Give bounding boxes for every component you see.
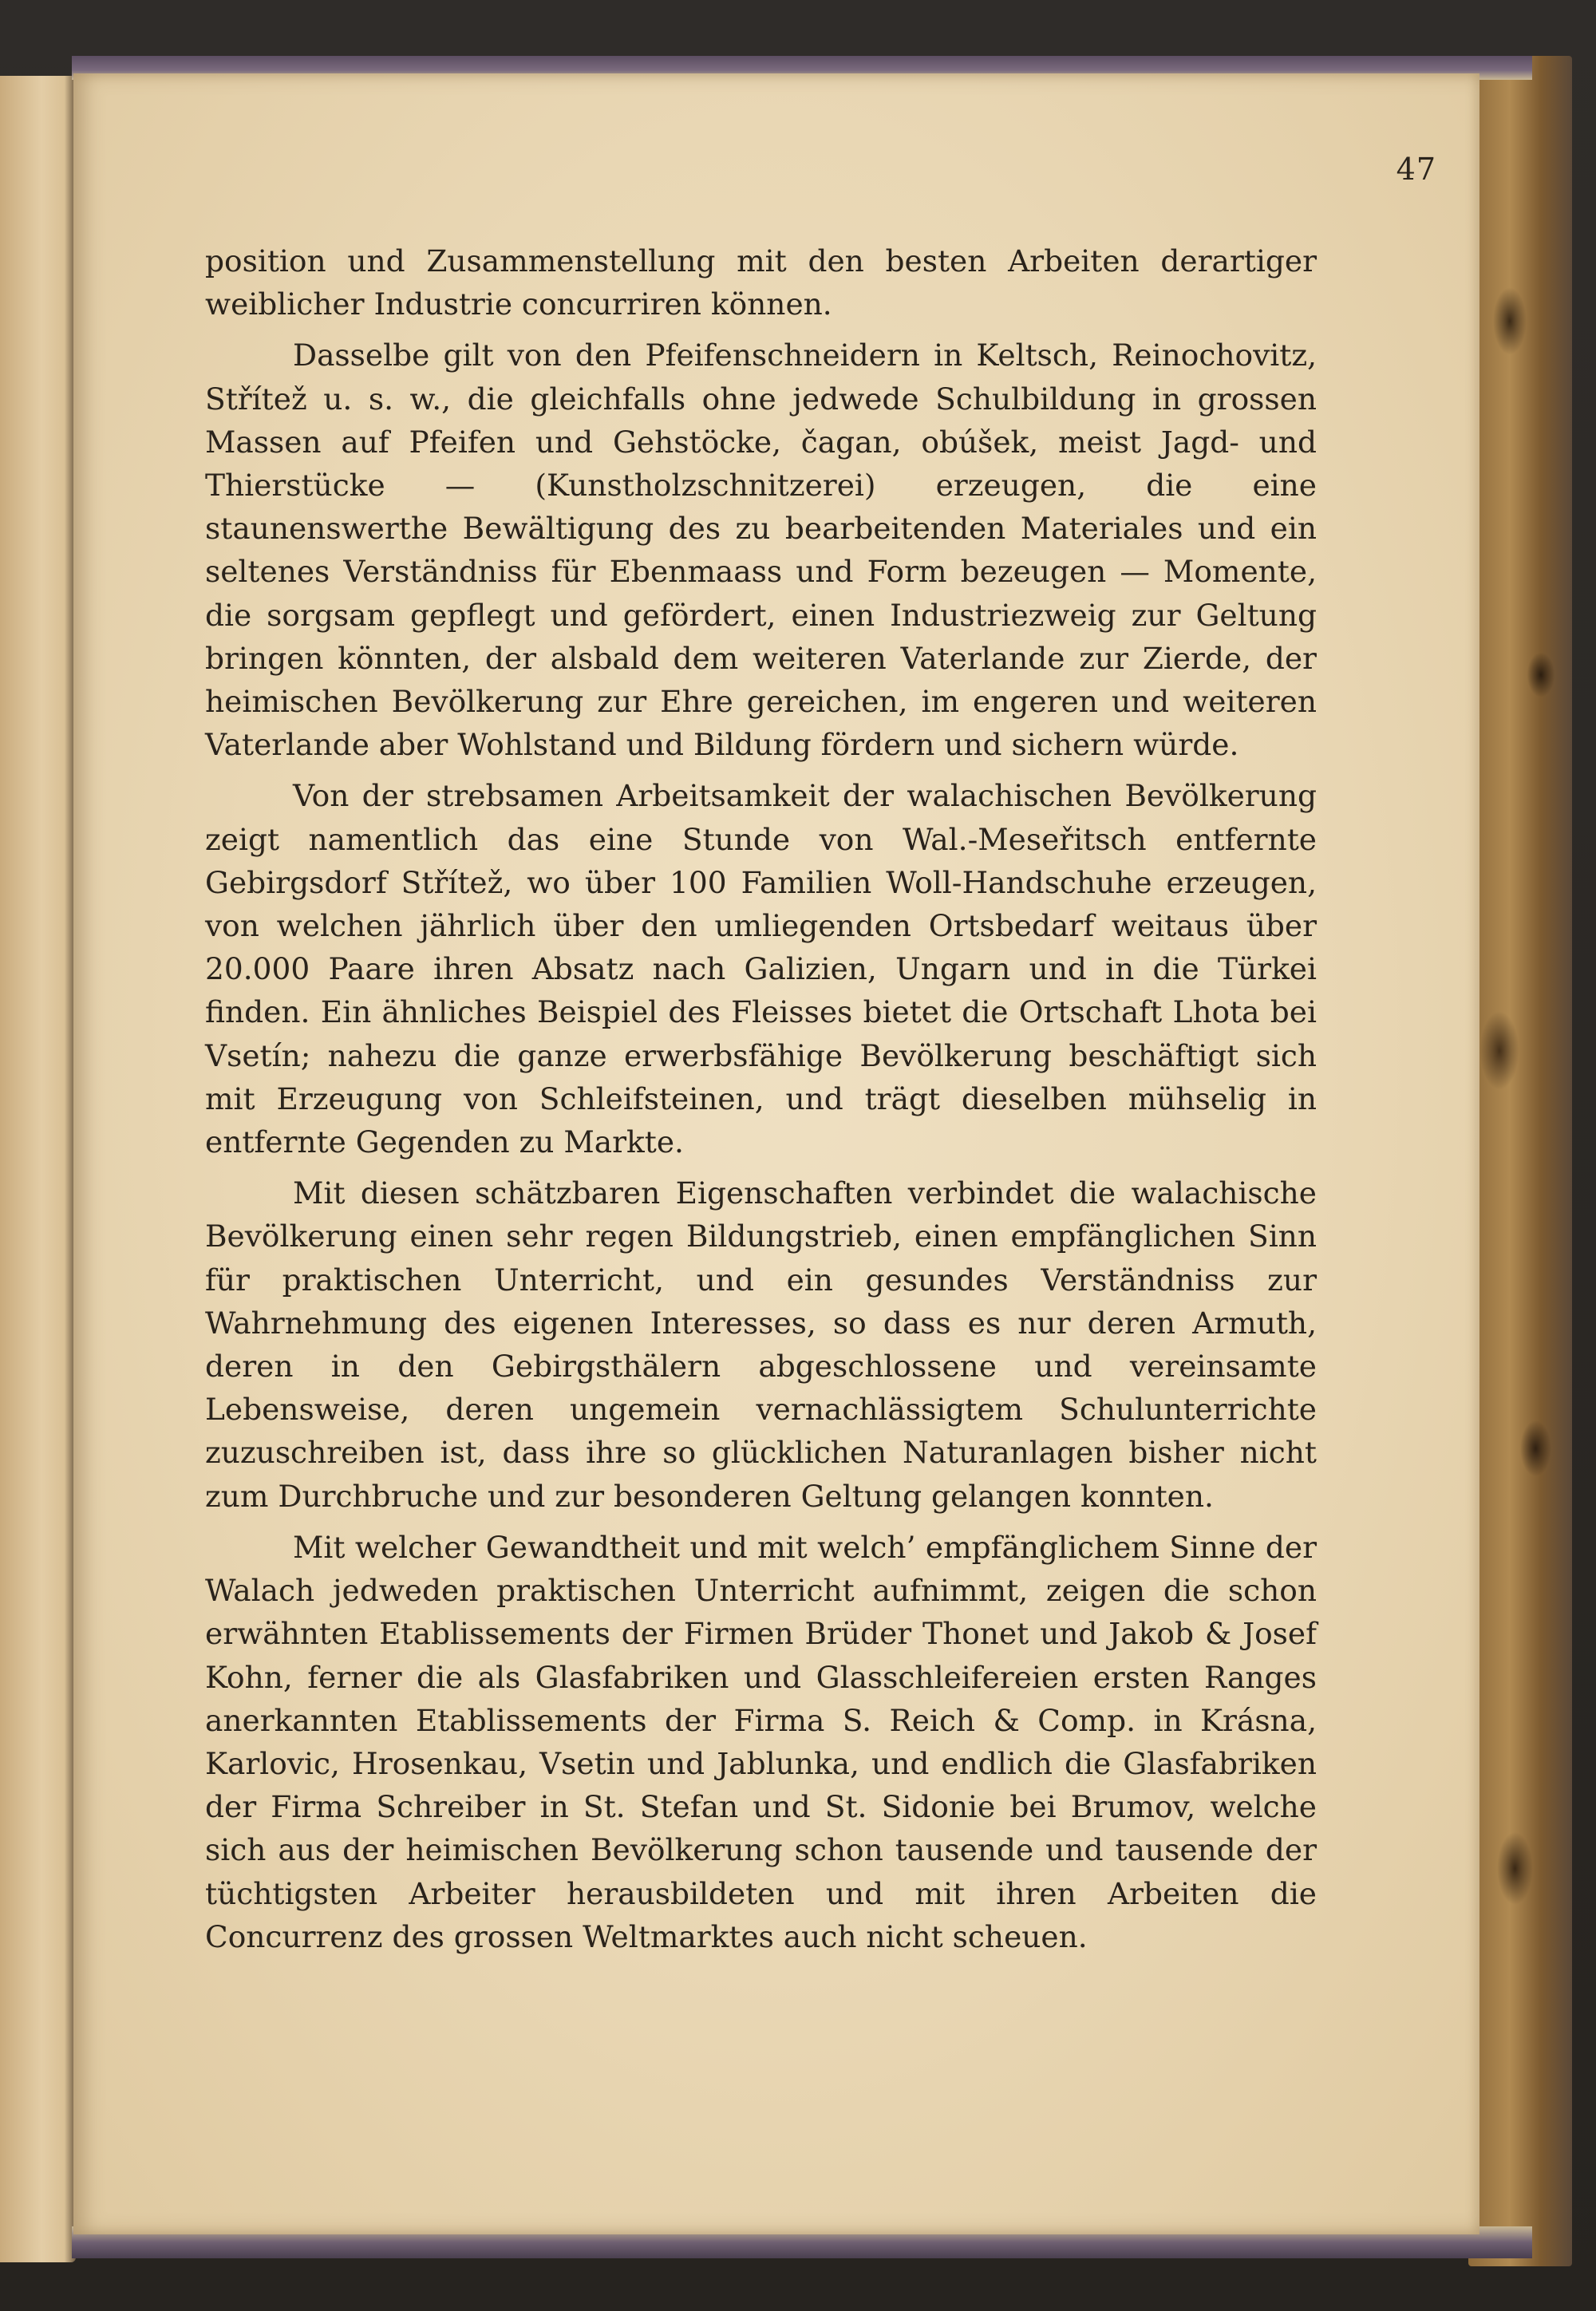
- paragraph-5: Mit welcher Gewandtheit und mit welch’ empfänglichem Sinne der Walach jedweden praktischen Unterricht aufnimmt, zeigen die schon erwähnten Etablissements der Firmen Brüder Thonet und Jakob & Josef Kohn, ferner die als Glasfabriken und Glasschleifereien ersten Ranges anerkannten Etablissements der Firma S. Reich & Comp. in Krásna, Karlovic, Hrosenkau, Vsetin und Jablunka, und endlich die Glasfabriken der Firma Schreiber in St. Stefan und St. Sidonie bei Brumov, welche sich aus der heimischen Bevölkerung schon tausende und tausende der tüchtigsten Arbeiter herausbildeten und mit ihren Arbeiten die Concurrenz des grossen Weltmarktes auch nicht scheuen.: [205, 1529, 1317, 1954]
- paragraph-1: position und Zusammenstellung mit den besten Arbeiten derartiger weiblicher Industrie concurriren können.: [205, 243, 1317, 322]
- body-text: [205, 239, 1317, 1966]
- facing-page-edge: [0, 76, 76, 2262]
- page-number: 47: [1396, 152, 1436, 187]
- paragraph-4: Mit diesen schätzbaren Eigenschaften verbindet die walachische Bevölkerung einen sehr regen Bildungstrieb, einen empfänglichen Sinn für praktischen Unterricht, und ein gesundes Verständniss zur Wahrnehmung des eigenen Interesses, so dass es nur deren Armuth, deren in den Gebirgsthälern abgeschlossene und vereinsamte Lebensweise, deren ungemein vernachlässigtem Schulunterrichte zuzuschreiben ist, dass ihre so glücklichen Naturanlagen bisher nicht zum Durchbruche und zur besonderen Geltung gelangen konnten.: [205, 1175, 1317, 1514]
- paragraph-3: Von der strebsamen Arbeitsamkeit der walachischen Bevölkerung zeigt namentlich das eine Stunde von Wal.-Meseřitsch entfernte Gebirgsdorf Střítež, wo über 100 Familien Woll-Handschuhe erzeugen, von welchen jährlich über den umliegenden Ortsbedarf weitaus über 20.000 Paare ihren Absatz nach Galizien, Ungarn und in die Türkei finden. Ein ähnliches Beispiel des Fleisses bietet die Ortschaft Lhota bei Vsetín; nahezu die ganze erwerbsfähige Bevölkerung beschäftigt sich mit Erzeugung von Schleifsteinen, und trägt dieselben mühselig in entfernte Gegenden zu Markte.: [205, 778, 1317, 1160]
- paragraph-2: Dasselbe gilt von den Pfeifenschneidern in Keltsch, Reinochovitz, Střítež u. s. w., die gleichfalls ohne jedwede Schulbildung in grossen Massen auf Pfeifen und Gehstöcke, čagan, obúšek, meist Jagd- und Thierstücke — (Kunstholzschnitzerei) erzeugen, die eine staunenswerthe Bewältigung des zu bearbeitenden Materiales und ein seltenes Verständniss für Ebenmaass und Form bezeugen — Momente, die sorgsam gepflegt und gefördert, einen Industriezweig zur Geltung bringen könnten, der alsbald dem weiteren Vaterlande zur Zierde, der heimischen Bevölkerung zur Ehre gereichen, im engeren und weiteren Vaterlande aber Wohlstand und Bildung fördern und sichern würde.: [205, 338, 1317, 763]
- marbled-cover-board: [1468, 56, 1572, 2266]
